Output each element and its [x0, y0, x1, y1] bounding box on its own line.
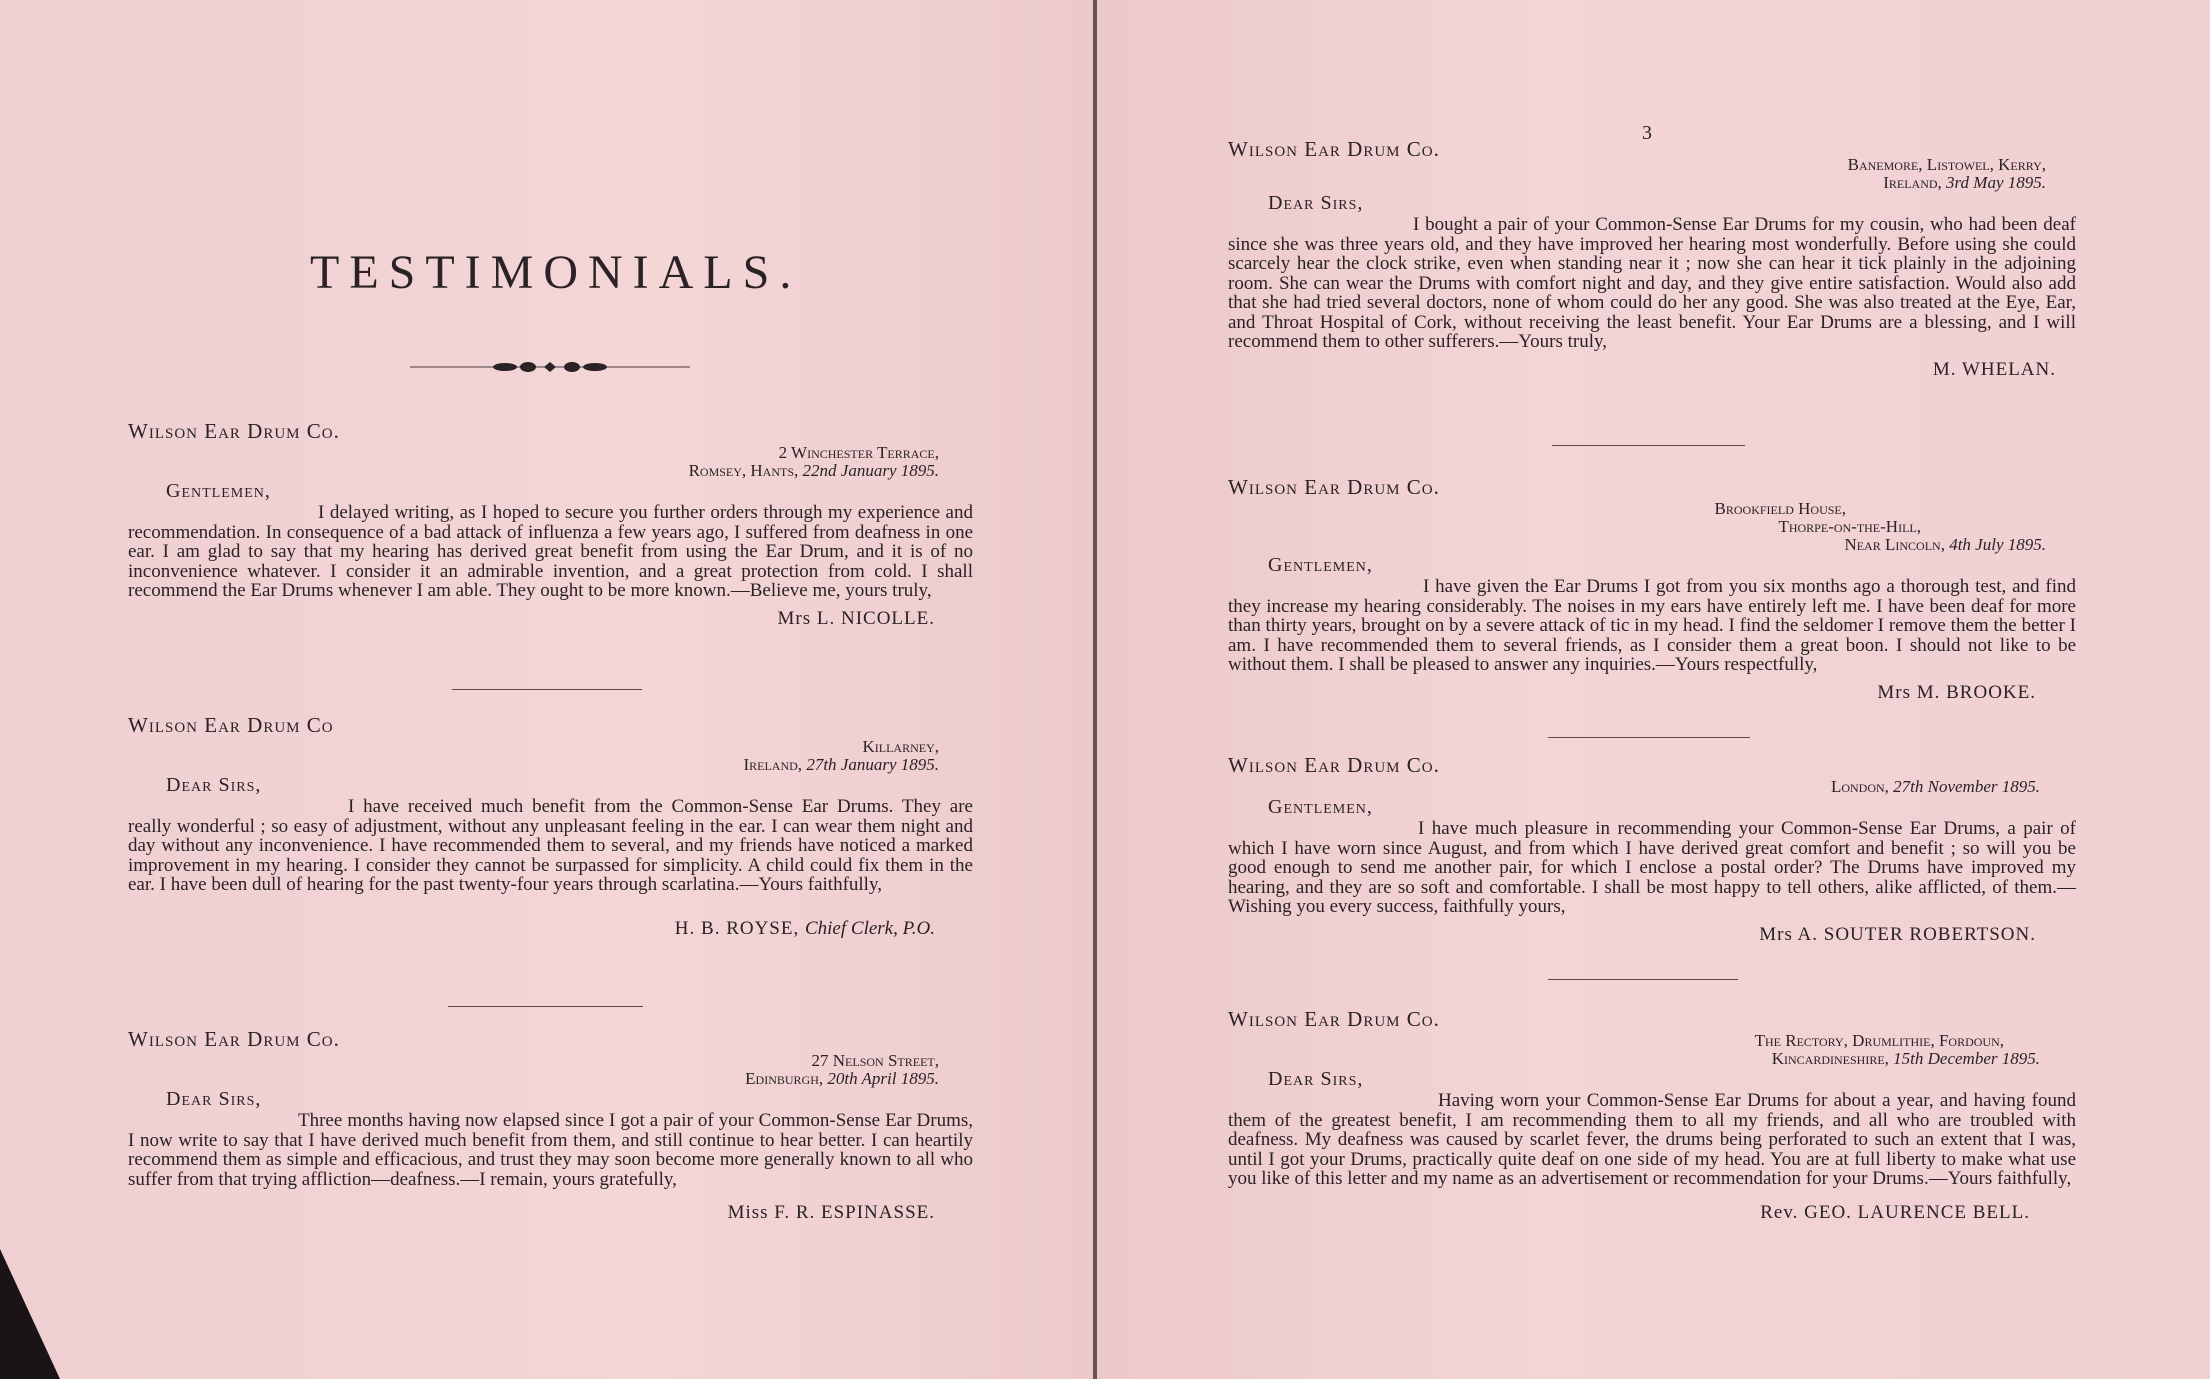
salutation: Dear Sirs, — [166, 773, 262, 796]
letter-date: 4th July 1895. — [1949, 534, 2046, 554]
letter-date: 27th November 1895. — [1893, 776, 2040, 796]
section-divider — [1548, 737, 1750, 738]
letter-date: 15th December 1895. — [1893, 1048, 2040, 1068]
ornament-divider — [410, 357, 690, 377]
letter-body: I have received much benefit from the Common-Sense Ear Drums. They are really wonderful ; so easy of adjustment, without any unpleasant feeling in the ear. I can wear them night and day without any inconvenience. I have recommended them to several, and my friends have noticed a marked improvement in my hearing. I consider they cannot be surpassed for simplicity. A child could fix them in the ear. I have been dull of hearing for the past twenty-four years through scarlatina.—Yours faithfully, — [128, 796, 973, 895]
letter-location: Killarney, Ireland, 27th January 1895. — [743, 736, 939, 774]
letter-date: 22nd January 1895. — [802, 460, 939, 480]
signature: Rev. GEO. LAURENCE BELL. — [1760, 1201, 2030, 1223]
salutation: Dear Sirs, — [1268, 191, 1364, 214]
addressee: Wilson Ear Drum Co. — [1228, 475, 1440, 499]
letter-2 — [128, 713, 973, 939]
letter-body: I delayed writing, as I hoped to secure you further orders through my experience and recommendation. In consequence of a bad attack of influenza a few years ago, I suffered from deafness in one ear. I am glad to say that my hearing has derived great benefit from using the Ear Drum, and it is of no inconvenience whatever. I consider it an admirable invention, and a great protection from cold. I shall recommend the Ear Drums whenever I am able. They ought to be more known.—Believe me, yours truly, — [128, 502, 973, 601]
left-page — [0, 0, 1093, 1379]
signature: Mrs L. NICOLLE. — [777, 607, 935, 629]
addressee: Wilson Ear Drum Co. — [1228, 137, 1440, 161]
letter-location: 27 Nelson Street, Edinburgh, 20th April 1895. — [745, 1050, 939, 1088]
section-divider — [448, 1006, 643, 1007]
letter-date: 3rd May 1895. — [1946, 172, 2046, 192]
letter-location: Banemore, Listowel, Kerry, Ireland, 3rd May 1895. — [1847, 154, 2046, 192]
letter-location: 2 Winchester Terrace, Romsey, Hants, 22nd January 1895. — [688, 442, 939, 480]
addressee: Wilson Ear Drum Co. — [128, 1027, 340, 1051]
page-number: 3 — [1642, 122, 1652, 144]
letter-date: 27th January 1895. — [806, 754, 939, 774]
signature: Mrs M. BROOKE. — [1877, 681, 2036, 703]
signature: Miss F. R. ESPINASSE. — [727, 1202, 935, 1223]
letter-4 — [1228, 137, 2076, 380]
letter-body: Three months having now elapsed since I got a pair of your Common-Sense Ear Drums, I now write to say that I have derived much benefit from them, and still continue to hear better. I can heartily recommend them as simple and efficacious, and trust they may soon become more generally known to all who suffer from that trying affliction—deafness.—I remain, yours gratefully, — [128, 1110, 973, 1190]
letter-7 — [1228, 1007, 2076, 1223]
signature: Mrs A. SOUTER ROBERTSON. — [1759, 923, 2036, 945]
letter-body: I bought a pair of your Common-Sense Ear Drums for my cousin, who had been deaf since she was three years old, and they have improved her hearing most wonderfully. Before using she could scarcely hear the clock strike, even when standing near it ; now she can hear it tick plainly in the adjoining room. She can wear the Drums with comfort night and day, and they give entire satisfaction. Would also add that she had tried several doctors, none of whom could do her any good. She was also treated at the Eye, Ear, and Throat Hospital of Cork, without receiving the least benefit. Your Ear Drums are a blessing, and I will recommend them to other sufferers.—Yours truly, — [1228, 214, 2076, 352]
salutation: Gentlemen, — [1268, 553, 1373, 576]
section-divider — [1552, 445, 1745, 446]
letter-date: 20th April 1895. — [827, 1068, 939, 1088]
torn-corner — [0, 1249, 60, 1379]
letter-body: I have much pleasure in recommending your Common-Sense Ear Drums, a pair of which I have worn since August, and from which I have derived great comfort and benefit ; so will you be good enough to send me another pair, for which I enclose a postal order? The Drums have improved my hearing, and they are so soft and comfortable. I shall be most happy to tell others, alike afflicted, of them.—Wishing you every success, faithfully yours, — [1228, 818, 2076, 917]
addressee: Wilson Ear Drum Co — [128, 713, 334, 737]
section-divider — [1548, 979, 1738, 980]
letter-location: London, 27th November 1895. — [1830, 776, 2040, 796]
signature: M. WHELAN. — [1932, 358, 2056, 380]
letter-3 — [128, 1027, 973, 1223]
letter-5 — [1228, 475, 2076, 703]
addressee: Wilson Ear Drum Co. — [1228, 753, 1440, 777]
salutation: Gentlemen, — [166, 479, 271, 502]
letter-body: Having worn your Common-Sense Ear Drums for about a year, and having found them of the greatest benefit, I am recommending them to all my friends, and all who are troubled with deafness. My deafness was caused by scarlet fever, the drums being perforated to such an extent that I was, until I got your Drums, practically quite deaf on one side of my head. You are at full liberty to make what use you like of this letter and my name as an advertisement or recommendation for your Drums.—Yours faithfully, — [1228, 1090, 2076, 1189]
letter-1 — [128, 419, 973, 629]
letter-location: Brookfield House, Thorpe-on-the-Hill, Near Lincoln, 4th July 1895. — [1714, 498, 2046, 554]
addressee: Wilson Ear Drum Co. — [1228, 1007, 1440, 1031]
letter-6 — [1228, 753, 2076, 945]
salutation: Gentlemen, — [1268, 795, 1373, 818]
letter-location: The Rectory, Drumlithie, Fordoun, Kincardineshire, 15th December 1895. — [1754, 1030, 2040, 1068]
letter-body: I have given the Ear Drums I got from you six months ago a thorough test, and find they increase my hearing considerably. The noises in my ears have entirely left me. I have been deaf for more than thirty years, brought on by a severe attack of tic in my head. I find the seldomer I remove them the better I am. I have recommended them to several friends, as I consider them a great boon. I should not like to be without them. I shall be pleased to answer any inquiries.—Yours respectfully, — [1228, 576, 2076, 675]
signature: H. B. ROYSE, Chief Clerk, P.O. — [674, 917, 935, 939]
salutation: Dear Sirs, — [166, 1087, 262, 1110]
section-divider — [452, 689, 642, 690]
salutation: Dear Sirs, — [1268, 1067, 1364, 1090]
page-title: TESTIMONIALS. — [310, 246, 802, 299]
addressee: Wilson Ear Drum Co. — [128, 419, 340, 443]
